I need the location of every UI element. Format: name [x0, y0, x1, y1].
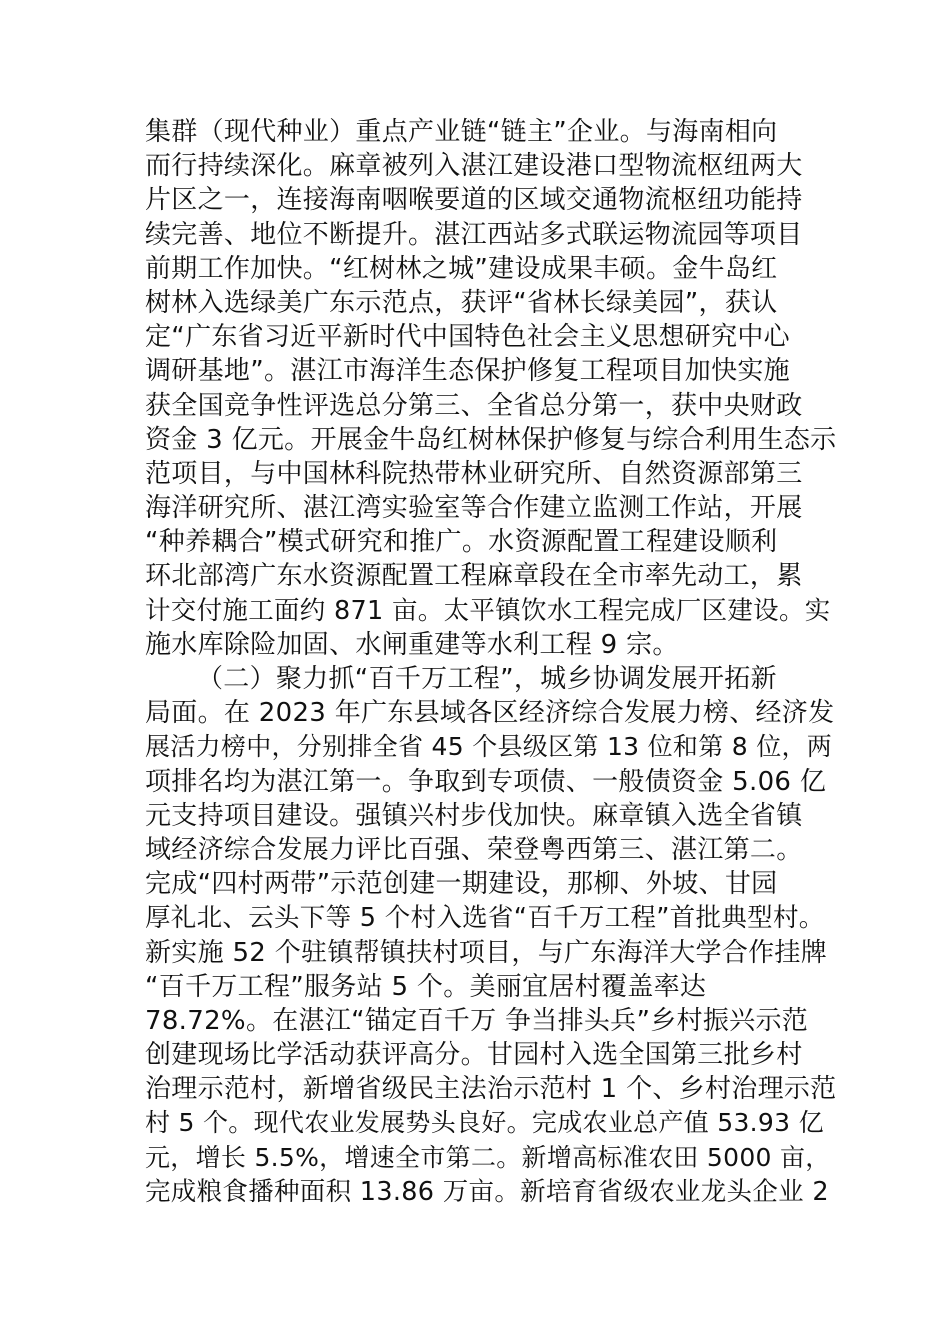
text-line: 治理示范村，新增省级民主法治示范村 1 个、乡村治理示范: [145, 1074, 837, 1105]
text-line: 集群（现代种业）重点产业链“链主”企业。与海南相向: [145, 117, 778, 147]
text-line: 调研基地”。湛江市海洋生态保护修复工程项目加快实施: [145, 356, 790, 387]
text-line: “种养耦合”模式研究和推广。水资源配置工程建设顺利: [145, 527, 778, 558]
text-line: 续完善、地位不断提升。湛江西站多式联运物流园等项目: [145, 219, 803, 250]
section-heading-line: （二）聚力抓“百千万工程”，城乡协调发展开拓新: [197, 664, 777, 694]
text-line: 项排名均为湛江第一。争取到专项债、一般债资金 5.06 亿: [145, 766, 827, 797]
text-line: 资金 3 亿元。开展金牛岛红树林保护修复与综合利用生态示: [145, 424, 837, 455]
text-line: 完成“四村两带”示范创建一期建设，那柳、外坡、甘园: [145, 869, 778, 900]
text-line: 元支持项目建设。强镇兴村步伐加快。麻章镇入选全省镇: [145, 800, 803, 831]
text-line: 域经济综合发展力评比百强、荣登粤西第三、湛江第二。: [145, 834, 803, 865]
text-line: 78.72%。在湛江“锚定百千万 争当排头兵”乡村振兴示范: [145, 1005, 809, 1036]
text-line: 计交付施工面约 871 亩。太平镇饮水工程完成厂区建设。实: [145, 595, 831, 626]
text-line: 定“广东省习近平新时代中国特色社会主义思想研究中心: [145, 322, 790, 353]
text-line: 村 5 个。现代农业发展势头良好。完成农业总产值 53.93 亿: [145, 1108, 824, 1138]
text-line: 局面。在 2023 年广东县域各区经济综合发展力榜、经济发: [145, 698, 835, 729]
text-line: “百千万工程”服务站 5 个。美丽宜居村覆盖率达: [145, 971, 707, 1002]
text-line: 片区之一，连接海南咽喉要道的区域交通物流枢纽功能持: [145, 185, 803, 216]
text-line: 树林入选绿美广东示范点，获评“省林长绿美园”，获认: [145, 287, 778, 318]
body-text: [145, 115, 835, 1209]
text-line: 前期工作加快。“红树林之城”建设成果丰硕。金牛岛红: [145, 253, 778, 284]
text-line: 新实施 52 个驻镇帮镇扶村项目，与广东海洋大学合作挂牌: [145, 937, 828, 968]
text-line: 展活力榜中，分别排全省 45 个县级区第 13 位和第 8 位，两: [145, 732, 833, 762]
text-line: 完成粮食播种面积 13.86 万亩。新培育省级农业龙头企业 2: [145, 1176, 829, 1207]
text-line: 海洋研究所、湛江湾实验室等合作建立监测工作站，开展: [145, 493, 803, 524]
text-line: 而行持续深化。麻章被列入湛江建设港口型物流枢纽两大: [145, 151, 803, 182]
text-line: 创建现场比学活动获评高分。甘园村入选全国第三批乡村: [145, 1040, 803, 1071]
text-line: 元，增长 5.5%，增速全市第二。新增高标准农田 5000 亩，: [145, 1142, 831, 1172]
text-line: 厚礼北、云头下等 5 个村入选省“百千万工程”首批典型村。: [145, 903, 825, 934]
text-line: 施水库除险加固、水闸重建等水利工程 9 宗。: [145, 629, 679, 660]
text-line: 获全国竞争性评选总分第三、全省总分第一，获中央财政: [145, 390, 803, 421]
text-line: 范项目，与中国林科院热带林业研究所、自然资源部第三: [145, 458, 803, 489]
text-line: 环北部湾广东水资源配置工程麻章段在全市率先动工，累: [145, 561, 803, 592]
